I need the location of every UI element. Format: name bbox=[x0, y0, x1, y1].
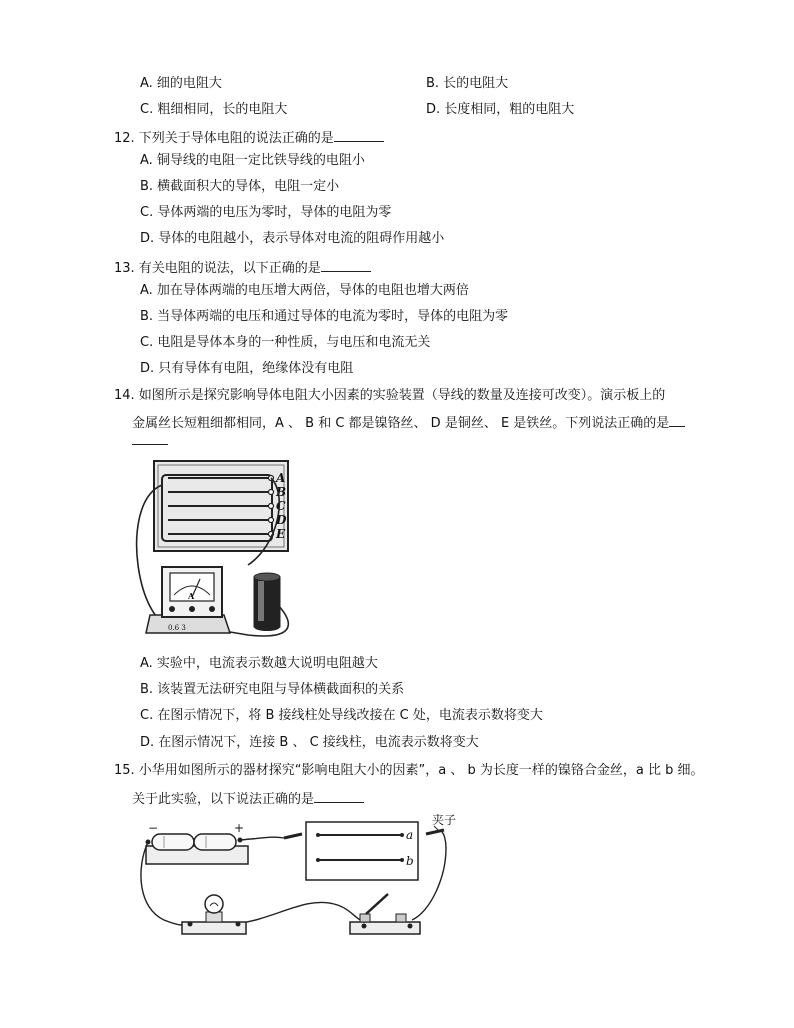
q11-option-d: D. 长度相同，粗的电阻大 bbox=[426, 102, 575, 117]
q13-option-a: A. 加在导体两端的电压增大两倍，导体的电阻也增大两倍 bbox=[140, 283, 469, 298]
wire-board bbox=[306, 822, 418, 880]
terminal-label-e: E bbox=[276, 527, 286, 541]
q13-answer-blank[interactable] bbox=[321, 257, 371, 272]
q11-option-a: A. 细的电阻大 bbox=[140, 76, 222, 91]
q11-option-c: C. 粗细相同，长的电阻大 bbox=[140, 102, 288, 117]
battery-minus-sign: − bbox=[148, 821, 159, 835]
q13-stem bbox=[114, 257, 371, 278]
q13-option-d: D. 只有导体有电阻，绝缘体没有电阻 bbox=[140, 361, 354, 376]
q12-option-b: B. 横截面积大的导体，电阻一定小 bbox=[140, 179, 340, 194]
q15-circuit-figure bbox=[134, 808, 480, 960]
battery bbox=[254, 573, 280, 631]
q12-stem bbox=[114, 127, 384, 148]
wire-label-a: a bbox=[406, 828, 414, 842]
q14-stem-line2 bbox=[132, 412, 685, 433]
wire-label-b: b bbox=[406, 854, 414, 868]
battery-plus-sign: + bbox=[234, 821, 245, 835]
q15-stem-line2-text: 关于此实验，以下说法正确的是 bbox=[132, 792, 315, 807]
q14-answer-blank-part2[interactable] bbox=[132, 430, 168, 445]
q14-option-a: A. 实验中，电流表示数越大说明电阻越大 bbox=[140, 656, 378, 671]
q14-stem-line1: 14. 如图所示是探究影响导体电阻大小因素的实验装置（导线的数量及连接可改变）。演示板上的 bbox=[114, 388, 666, 403]
terminal-label-c: C bbox=[276, 499, 286, 513]
q13-option-b: B. 当导体两端的电压和通过导体的电流为零时，导体的电阻为零 bbox=[140, 309, 509, 324]
q15-stem-line1: 15. 小华用如图所示的器材探究“影响电阻大小的因素”，a 、 b 为长度一样的镍铬合金丝，a 比 b 细。 bbox=[114, 763, 704, 778]
q13-stem-text: 13. 有关电阻的说法，以下正确的是 bbox=[114, 261, 321, 276]
ammeter bbox=[146, 567, 230, 633]
clip-label: 夹子 bbox=[432, 813, 457, 827]
q14-option-b: B. 该装置无法研究电阻与导体横截面积的关系 bbox=[140, 682, 405, 697]
q14-stem-line2-text: 金属丝长短粗细都相同，A 、 B 和 C 都是镍铬丝、 D 是铜丝、 E 是铁丝。下列说法正确的是 bbox=[132, 416, 670, 431]
terminal-label-d: D bbox=[276, 513, 287, 527]
q15-stem-line2 bbox=[132, 788, 364, 809]
q14-blank-continuation bbox=[132, 430, 168, 451]
ammeter-scale-label: 0.6 3 bbox=[168, 624, 186, 632]
terminal-label-a: A bbox=[276, 471, 286, 485]
q14-option-d: D. 在图示情况下，连接 B 、 C 接线柱，电流表示数将变大 bbox=[140, 735, 479, 750]
light-bulb bbox=[182, 895, 246, 934]
terminal-label-b: B bbox=[276, 485, 287, 499]
q12-answer-blank[interactable] bbox=[334, 127, 384, 142]
battery-pack bbox=[146, 821, 249, 864]
switch bbox=[350, 894, 420, 934]
q14-option-c: C. 在图示情况下，将 B 接线柱处导线改接在 C 处，电流表示数将变大 bbox=[140, 708, 543, 723]
q12-option-d: D. 导体的电阻越小，表示导体对电流的阻碍作用越小 bbox=[140, 231, 445, 246]
q12-option-c: C. 导体两端的电压为零时，导体的电阻为零 bbox=[140, 205, 392, 220]
q11-option-b: B. 长的电阻大 bbox=[426, 76, 509, 91]
q15-answer-blank[interactable] bbox=[314, 788, 364, 803]
clip-right bbox=[426, 830, 444, 834]
ammeter-symbol: A bbox=[188, 591, 195, 601]
q14-apparatus-figure bbox=[128, 455, 303, 645]
q12-stem-text: 12. 下列关于导体电阻的说法正确的是 bbox=[114, 131, 334, 146]
q14-answer-blank-part1[interactable] bbox=[669, 412, 685, 427]
q13-option-c: C. 电阻是导体本身的一种性质，与电压和电流无关 bbox=[140, 335, 431, 350]
q12-option-a: A. 铜导线的电阻一定比铁导线的电阻小 bbox=[140, 153, 365, 168]
